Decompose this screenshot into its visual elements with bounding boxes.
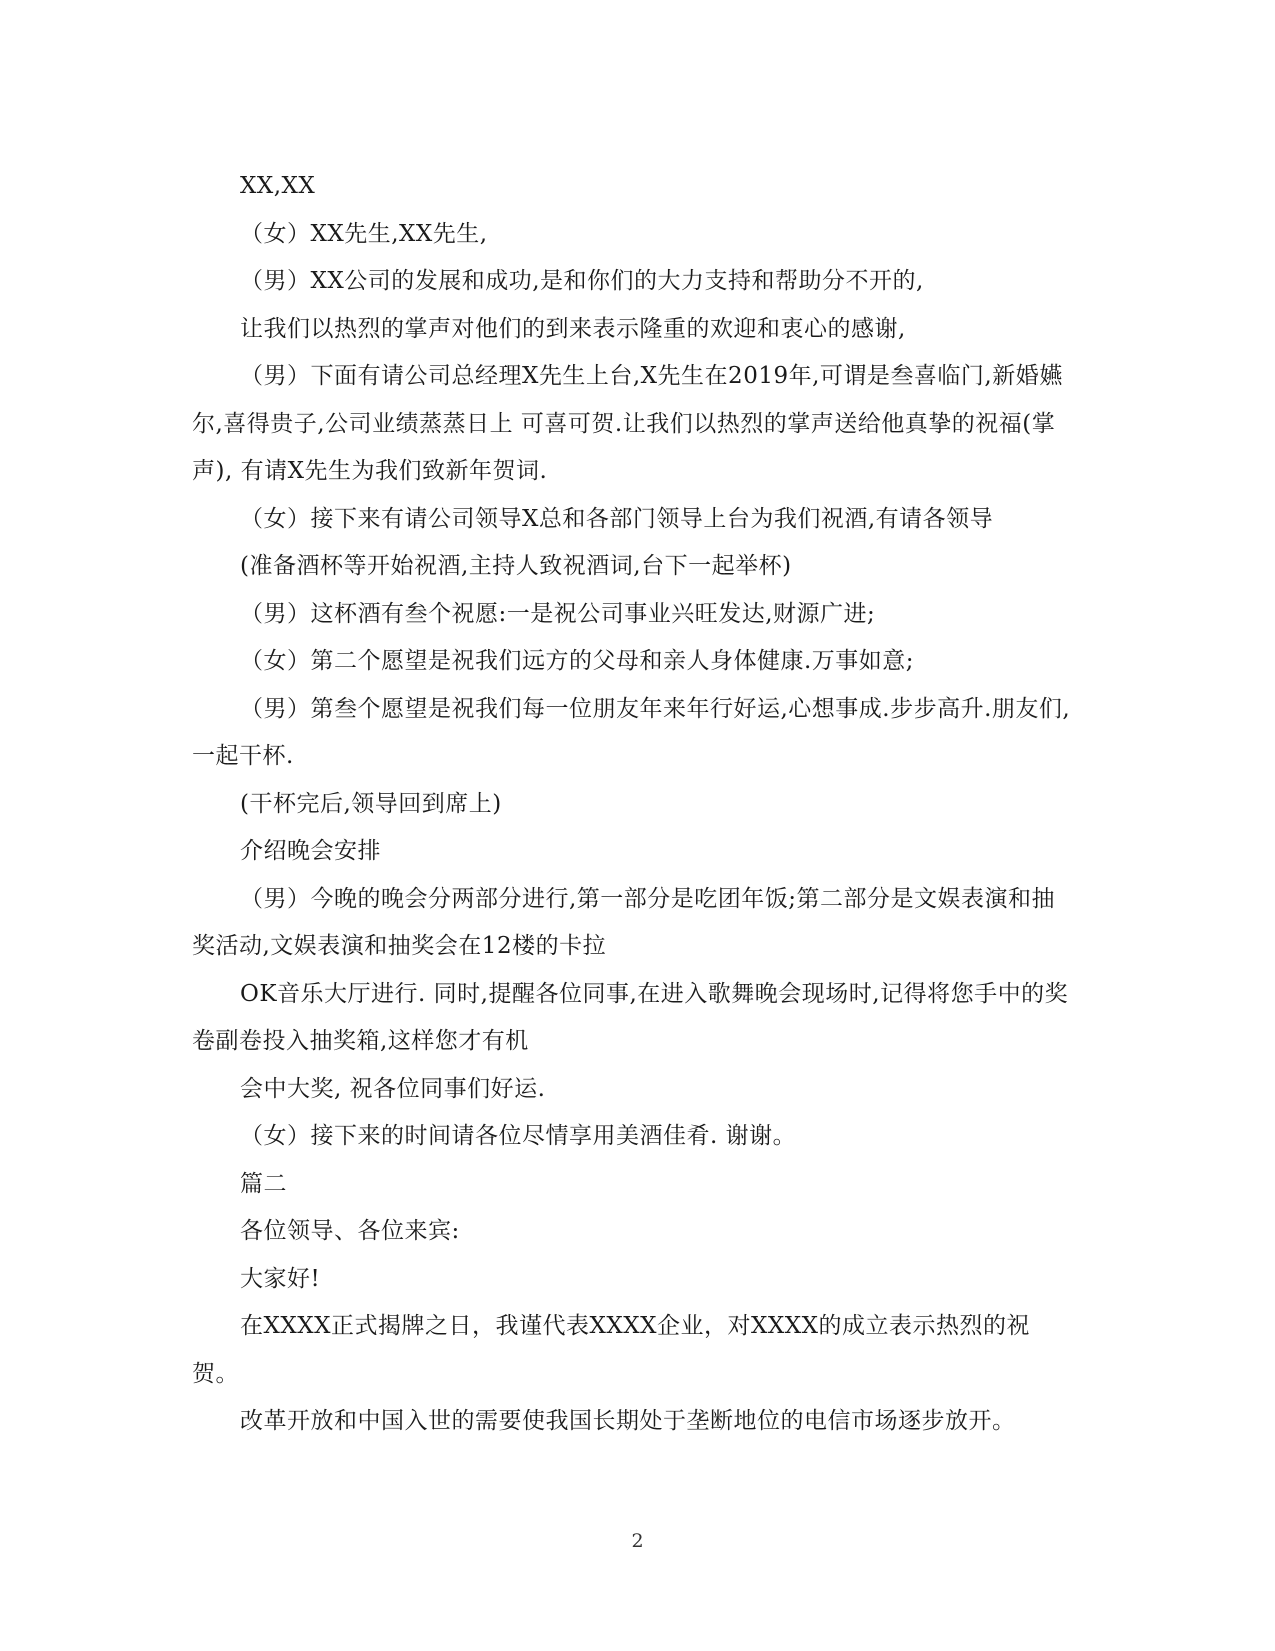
paragraph: （男）下面有请公司总经理X先生上台,X先生在2019年,可谓是叁喜临门,新婚嬿尔,喜得贵子,公司业绩蒸蒸日上 可喜可贺.让我们以热烈的掌声送给他真挚的祝福(掌声), 有请X先生为我们致新年贺词. [192,363,1063,484]
paragraph: （女）第二个愿望是祝我们远方的父母和亲人身体健康.万事如意; [240,648,915,674]
paragraph: 让我们以热烈的掌声对他们的到来表示隆重的欢迎和衷心的感谢, [240,315,906,342]
paragraph: （男）这杯酒有叁个祝愿:一是祝公司事业兴旺发达,财源广进; [240,600,876,627]
paragraph: 在XXXX正式揭牌之日，我谨代表XXXX企业，对XXXX的成立表示热烈的祝贺。 [192,1313,1030,1387]
paragraph: (准备酒杯等开始祝酒,主持人致祝酒词,台下一起举杯) [240,553,792,579]
paragraph: 会中大奖, 祝各位同事们好运. [240,1075,546,1102]
paragraph: （男）今晚的晚会分两部分进行,第一部分是吃团年饭;第二部分是文娱表演和抽奖活动,文娱表演和抽奖会在12楼的卡拉 [192,885,1056,959]
document-body [192,163,1072,1446]
greeting: 大家好! [240,1265,321,1292]
page-number: 2 [631,1530,644,1552]
paragraph: （女）接下来的时间请各位尽情享用美酒佳肴. 谢谢。 [240,1123,797,1149]
section-heading: 介绍晚会安排 [240,838,381,864]
paragraph: （男）XX公司的发展和成功,是和你们的大力支持和帮助分不开的, [240,268,924,294]
paragraph: （男）第叁个愿望是祝我们每一位朋友年来年行好运,心想事成.步步高升.朋友们,一起干杯. [192,695,1071,769]
paragraph: 改革开放和中国入世的需要使我国长期处于垄断地位的电信市场逐步放开。 [240,1408,1016,1434]
paragraph: （女）XX先生,XX先生, [240,220,488,247]
paragraph: (干杯完后,领导回到席上) [240,790,502,817]
paragraph: XX,XX [240,173,316,199]
salutation: 各位领导、各位来宾: [240,1218,460,1244]
paragraph: （女）接下来有请公司领导X总和各部门领导上台为我们祝酒,有请各领导 [240,505,994,532]
paragraph: OK音乐大厅进行. 同时,提醒各位同事,在进入歌舞晚会现场时,记得将您手中的奖卷副卷投入抽奖箱,这样您才有机 [192,980,1069,1054]
section-heading: 篇二 [240,1170,287,1197]
